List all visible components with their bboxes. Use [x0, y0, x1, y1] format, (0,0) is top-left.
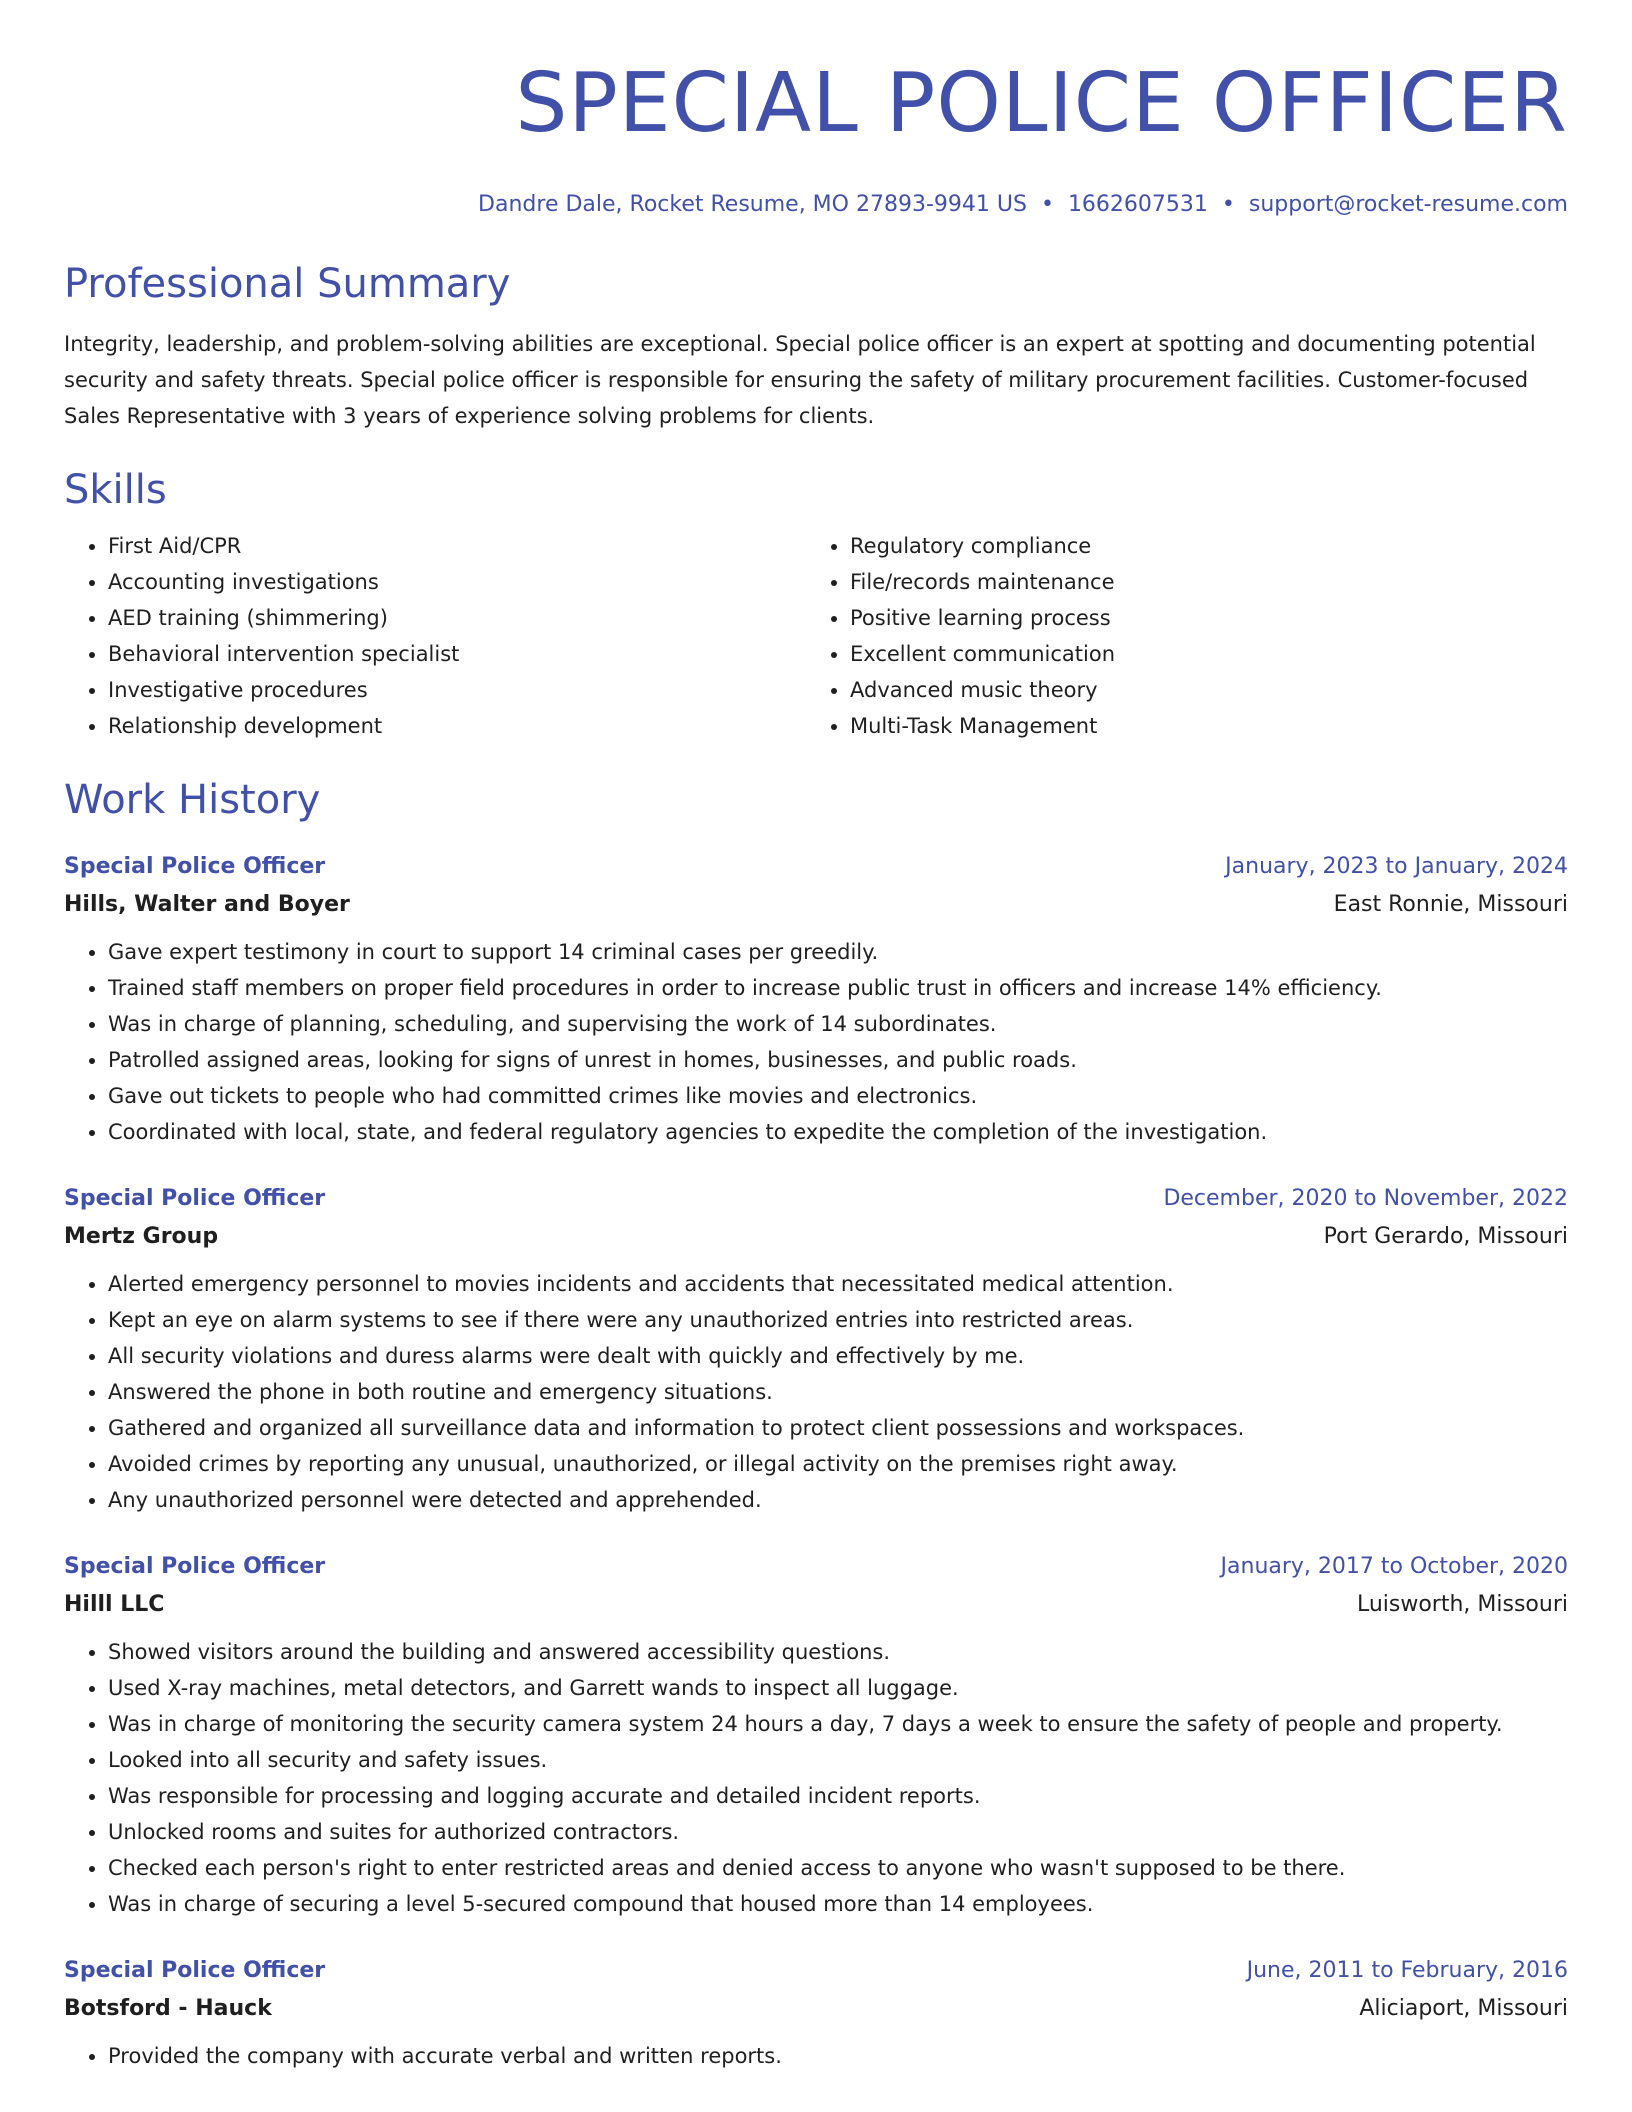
duty-item: • Was in charge of securing a level 5-secured compound that housed more than 14 employees. [108, 1886, 1568, 1922]
job-company-row [64, 886, 1568, 924]
job-duties [64, 1266, 1568, 1518]
job-entry [64, 1180, 1568, 1518]
skill-item: • Regulatory compliance [850, 528, 1566, 564]
job-company: Hilll LLC [64, 1592, 165, 1617]
job-company: Hills, Walter and Boyer [64, 892, 350, 917]
job-duties [64, 934, 1568, 1150]
resume-title: SPECIAL POLICE OFFICER [515, 56, 1568, 151]
job-location: Port Gerardo, Missouri [1323, 1224, 1568, 1249]
skill-item: • AED training (shimmering) [108, 600, 806, 636]
duty-item: • Avoided crimes by reporting any unusual, unauthorized, or illegal activity on the premises right away. [108, 1446, 1568, 1482]
skill-item: • Multi-Task Management [850, 708, 1566, 744]
skill-item: • Positive learning process [850, 600, 1566, 636]
job-title-row [64, 1548, 1568, 1586]
skill-item: • Accounting investigations [108, 564, 806, 600]
job-company: Botsford - Hauck [64, 1996, 272, 2021]
duty-item: • Looked into all security and safety issues. [108, 1742, 1568, 1778]
job-title-row [64, 1180, 1568, 1218]
contact-phone: 1662607531 [1067, 192, 1208, 217]
duty-item: • Trained staff members on proper field procedures in order to increase public trust in officers and increase 14% efficiency. [108, 970, 1568, 1006]
job-entry [64, 1548, 1568, 1922]
skill-item: • Behavioral intervention specialist [108, 636, 806, 672]
contact-separator: • [1221, 192, 1235, 217]
duty-item: • Any unauthorized personnel were detected and apprehended. [108, 1482, 1568, 1518]
duty-item: • Gathered and organized all surveillance data and information to protect client possessions and workspaces. [108, 1410, 1568, 1446]
job-role: Special Police Officer [64, 1958, 326, 1983]
summary-heading: Professional Summary [64, 261, 511, 307]
duty-item: • Coordinated with local, state, and federal regulatory agencies to expedite the completion of the investigation. [108, 1114, 1568, 1150]
duty-item: • Checked each person's right to enter restricted areas and denied access to anyone who wasn't supposed to be there. [108, 1850, 1568, 1886]
job-title-row [64, 848, 1568, 886]
skills-column-right [806, 528, 1566, 744]
work-history-heading: Work History [64, 777, 321, 823]
skill-item: • Excellent communication [850, 636, 1566, 672]
job-company-row [64, 1586, 1568, 1624]
contact-email: support@rocket-resume.com [1248, 192, 1568, 217]
job-duties [64, 1634, 1568, 1922]
job-entry [64, 848, 1568, 1150]
job-role: Special Police Officer [64, 854, 326, 879]
job-role: Special Police Officer [64, 1186, 326, 1211]
contact-line [64, 190, 1568, 220]
job-duties [64, 2038, 1568, 2074]
skill-item: • Advanced music theory [850, 672, 1566, 708]
job-entry [64, 1952, 1568, 2074]
job-dates: January, 2017 to October, 2020 [1220, 1554, 1568, 1579]
skills-column-left [64, 528, 806, 744]
job-dates: June, 2011 to February, 2016 [1246, 1958, 1568, 1983]
skill-item: • First Aid/CPR [108, 528, 806, 564]
job-company-row [64, 1990, 1568, 2028]
skill-item: • Relationship development [108, 708, 806, 744]
job-location: Luisworth, Missouri [1356, 1592, 1568, 1617]
duty-item: • Gave out tickets to people who had committed crimes like movies and electronics. [108, 1078, 1568, 1114]
duty-item: • Was in charge of planning, scheduling, and supervising the work of 14 subordinates. [108, 1006, 1568, 1042]
skill-item: • File/records maintenance [850, 564, 1566, 600]
job-company-row [64, 1218, 1568, 1256]
job-dates: January, 2023 to January, 2024 [1225, 854, 1568, 879]
duty-item: • Provided the company with accurate verbal and written reports. [108, 2038, 1568, 2074]
duty-item: • Gave expert testimony in court to support 14 criminal cases per greedily. [108, 934, 1568, 970]
duty-item: • Patrolled assigned areas, looking for signs of unrest in homes, businesses, and public roads. [108, 1042, 1568, 1078]
job-company: Mertz Group [64, 1224, 219, 1249]
duty-item: • Used X-ray machines, metal detectors, and Garrett wands to inspect all luggage. [108, 1670, 1568, 1706]
job-title-row [64, 1952, 1568, 1990]
job-location: Aliciaport, Missouri [1359, 1996, 1568, 2021]
duty-item: • Was responsible for processing and logging accurate and detailed incident reports. [108, 1778, 1568, 1814]
job-role: Special Police Officer [64, 1554, 326, 1579]
duty-item: • Unlocked rooms and suites for authorized contractors. [108, 1814, 1568, 1850]
contact-separator: • [1040, 192, 1054, 217]
job-dates: December, 2020 to November, 2022 [1163, 1186, 1568, 1211]
summary-text: Integrity, leadership, and problem-solving abilities are exceptional. Special police officer is an expert at spotting and documenting potential security and safety threats. Special police officer is responsible for ensuring the safety of military procurement facilities. Customer-focused Sales Representative with 3 years of experience solving problems for clients. [64, 332, 1536, 428]
resume-header [64, 56, 1568, 220]
duty-item: • Showed visitors around the building and answered accessibility questions. [108, 1634, 1568, 1670]
job-location: East Ronnie, Missouri [1333, 892, 1568, 917]
duty-item: • Was in charge of monitoring the security camera system 24 hours a day, 7 days a week to ensure the safety of people and property. [108, 1706, 1568, 1742]
skill-item: • Investigative procedures [108, 672, 806, 708]
duty-item: • Kept an eye on alarm systems to see if there were any unauthorized entries into restricted areas. [108, 1302, 1568, 1338]
duty-item: • Answered the phone in both routine and emergency situations. [108, 1374, 1568, 1410]
duty-item: • Alerted emergency personnel to movies incidents and accidents that necessitated medical attention. [108, 1266, 1568, 1302]
skills-list [64, 528, 1568, 744]
skills-heading: Skills [64, 467, 167, 513]
contact-address: Dandre Dale, Rocket Resume, MO 27893-9941 US [478, 192, 1027, 217]
duty-item: • All security violations and duress alarms were dealt with quickly and effectively by me. [108, 1338, 1568, 1374]
